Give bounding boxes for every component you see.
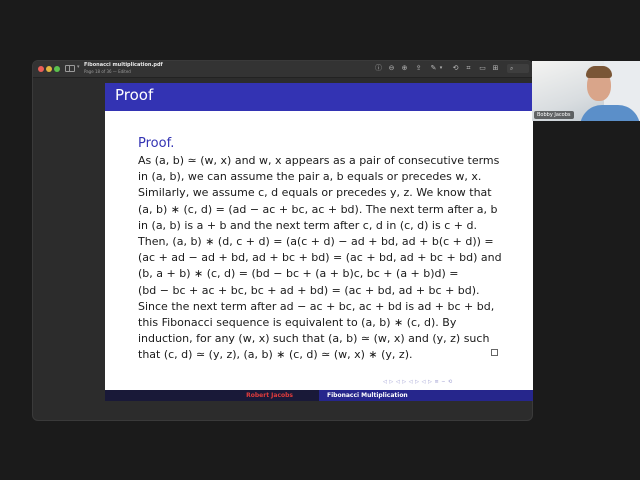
slide-footline	[105, 390, 533, 401]
footer-author: Robert Jacobs	[105, 390, 319, 401]
slide-page	[105, 83, 533, 401]
rotate-icon[interactable]: ⟲	[452, 64, 459, 72]
proof-line: that (c, d) ≃ (y, z), (a, b) ∗ (c, d) ≃ (w, x) ∗ (y, z).	[138, 348, 413, 362]
document-title: Fibonacci multiplication.pdf	[84, 62, 163, 68]
proof-body	[138, 153, 508, 363]
search-icon: ⌕	[510, 65, 514, 72]
document-subtitle: Page 18 of 36 — Edited	[84, 69, 131, 74]
maximize-window-button[interactable]	[54, 66, 60, 72]
proof-line: Similarly, we assume c, d equals or precedes y, z. We know that	[138, 186, 492, 200]
info-icon[interactable]: ⓘ	[375, 64, 382, 72]
minimize-window-button[interactable]	[46, 66, 52, 72]
frame-title: Proof	[115, 86, 154, 104]
qed-square-icon	[491, 349, 498, 356]
frame-title-bar	[105, 83, 533, 111]
proof-line: Since the next term after ad − ac + bc, ac + bd is ad + bc + bd,	[138, 299, 495, 313]
footer-title: Fibonacci Multiplication	[319, 390, 533, 401]
share-icon[interactable]: ⇪	[415, 64, 422, 72]
proof-line: As (a, b) ≃ (w, x) and w, x appears as a pair of consecutive terms	[138, 154, 500, 167]
proof-line: in (a, b), we can assume the pair a, b equals or precedes w, x.	[138, 170, 482, 184]
chevron-down-icon[interactable]: ▾	[77, 64, 80, 70]
proof-line: Then, (a, b) ∗ (d, c + d) = (a(c + d) − ad + bd, ad + b(c + d)) =	[138, 234, 494, 248]
title-bar	[33, 61, 532, 78]
markup-pen-icon[interactable]: ✎	[430, 64, 437, 72]
participant-name-label: Bobby Jacobs	[534, 111, 574, 119]
beamer-navigation-icons[interactable]: ◁ ▷ ◁ ▷ ◁ ▷ ◁ ▷ ≡ ∽ ⟲	[383, 379, 453, 385]
fullscreen-icon[interactable]: ⊞	[492, 64, 499, 72]
sidebar-toggle-icon[interactable]	[65, 65, 75, 72]
close-window-button[interactable]	[38, 66, 44, 72]
proof-heading: Proof.	[138, 136, 175, 151]
crop-icon[interactable]: ⌗	[466, 64, 471, 72]
zoom-out-icon[interactable]: ⊖	[388, 64, 395, 72]
webcam-tile	[532, 61, 640, 121]
proof-line: (b, a + b) ∗ (c, d) = (bd − bc + (a + b)c, bc + (a + b)d) =	[138, 267, 459, 281]
chevron-down-icon[interactable]: ▾	[439, 65, 443, 71]
highlight-icon[interactable]: ▭	[479, 64, 486, 72]
proof-line: in (a, b) is a + b and the next term after c, d in (c, d) is c + d.	[138, 218, 477, 232]
proof-line: induction, for any (w, x) such that (a, b) ≃ (w, x) and (y, z) such	[138, 332, 490, 346]
participant-hair	[586, 66, 612, 78]
proof-line: (a, b) ∗ (c, d) = (ad − ac + bc, ac + bd). The next term after a, b	[138, 202, 498, 216]
proof-line: this Fibonacci sequence is equivalent to (a, b) ∗ (c, d). By	[138, 315, 457, 329]
proof-line: (bd − bc + ac + bc, bc + ad + bd) = (ac + bd, ad + bc + bd).	[138, 283, 480, 297]
zoom-in-icon[interactable]: ⊕	[401, 64, 408, 72]
proof-line: (ac + ad − ad + bd, ad + bc + bd) = (ac + bd, ad + bc + bd) and	[138, 251, 502, 265]
search-button[interactable]	[507, 64, 529, 73]
